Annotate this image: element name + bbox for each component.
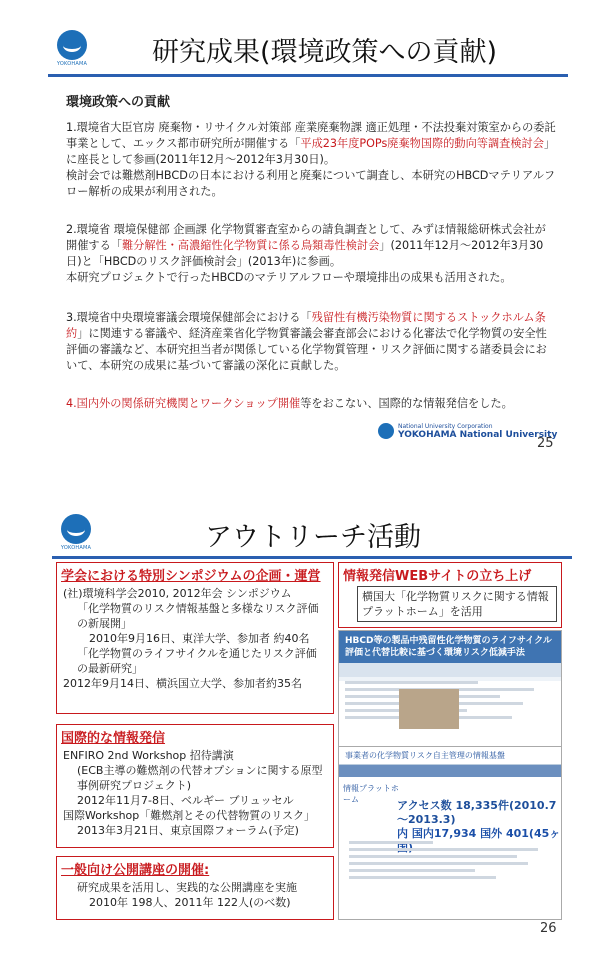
page-number: 26 bbox=[540, 921, 557, 936]
symposium-title-1: 「化学物質のリスク情報基盤と多様なリスク評価の新展開」 bbox=[77, 602, 319, 630]
symposium-date-2: 2012年9月14日、横浜国立大学、参加者約35名 bbox=[63, 677, 302, 690]
website-heading: 情報発信WEBサイトの立ち上げ bbox=[343, 569, 532, 584]
item-4-highlight: 4.国内外の関係研究機関とワークショップ開催 bbox=[66, 397, 301, 410]
sub-heading: 環境政策への貢献 bbox=[66, 95, 171, 110]
website-box bbox=[338, 562, 562, 628]
item-4 bbox=[66, 396, 556, 412]
public-lecture-box bbox=[56, 856, 334, 920]
item-4-text-b: 等をおこない、国際的な情報発信をした。 bbox=[300, 397, 513, 410]
platform-website-header: 事業者の化学物質リスク自主管理の情報基盤 bbox=[339, 747, 561, 765]
platform-website-nav bbox=[339, 765, 561, 777]
item-1-text-a: 1.環境省大臣官房 廃棄物・リサイクル対策部 産業廃棄物課 適正処理・不法投棄対策室からの委託事業として、エックス都市研究所が開催する「 bbox=[66, 121, 556, 150]
title-rule bbox=[52, 556, 572, 559]
item-1 bbox=[66, 120, 556, 200]
international-line-4: 国際Workshop「難燃剤とその代替物質のリスク」 bbox=[63, 809, 316, 822]
international-line-5: 2013年3月21日、東京国際フォーラム(予定) bbox=[77, 824, 299, 837]
website-description: 横国大「化学物質リスクに関する情報プラットホーム」を活用 bbox=[357, 586, 557, 622]
symposium-date-1: 2010年9月16日、東洋大学、参加者 約40名 bbox=[89, 632, 310, 645]
university-logo bbox=[50, 30, 94, 67]
access-overseas: 国外 401(45ヶ bbox=[480, 827, 561, 840]
slide-title: 研究成果(環境政策への貢献) bbox=[152, 37, 498, 68]
public-lecture-line-1: 研究成果を活用し、実践的な公開講座を実施 bbox=[77, 881, 297, 894]
title-rule bbox=[48, 74, 568, 77]
item-2-highlight: 難分解性・高濃縮性化学物質に係る鳥類毒性検討会 bbox=[121, 239, 380, 252]
item-2 bbox=[66, 222, 556, 286]
item-3 bbox=[66, 310, 556, 374]
international-box bbox=[56, 724, 334, 848]
slide-title: アウトリーチ活動 bbox=[205, 522, 421, 553]
international-line-3: 2012年11月7-8日、ベルギー ブリュッセル bbox=[77, 794, 294, 807]
slide-outreach bbox=[0, 480, 600, 960]
public-lecture-line-2: 2010年 198人、2011年 122人(のべ数) bbox=[89, 896, 291, 909]
project-website-banner: HBCD等の製品中残留性化学物質のライフサイクル評価と代替比較に基づく環境リスク低減手法 bbox=[339, 631, 561, 663]
logo-text: YOKOHAMA bbox=[56, 61, 88, 67]
platform-sidebar-title: 情報プラットホーム bbox=[343, 784, 399, 804]
item-2-text-a: 2.環境省 環境保健部 企画課 化学物質審査室からの請負調査として、みずほ情報総研株式会社が開催する「 bbox=[66, 223, 546, 252]
public-lecture-heading: 一般向け公開講座の開催: bbox=[61, 863, 210, 878]
symposium-heading: 学会における特別シンポジウムの企画・運営 bbox=[61, 569, 321, 584]
item-1-text-c: 」に座長として参画(2011年12月～2012年3月30日)。 bbox=[66, 137, 556, 166]
project-website-nav bbox=[339, 663, 561, 677]
university-logo bbox=[54, 514, 98, 551]
item-1-highlight: 平成23年度POPs廃棄物国際的動向等調査検討会 bbox=[300, 137, 544, 150]
item-3-text-a: 3.環境省中央環境審議会環境保健部会における「 bbox=[66, 311, 312, 324]
item-1-text-d: 検討会では難燃剤HBCDの日本における利用と廃棄について調査し、本研究のHBCDマテリアルフロー解析の成果が利用された。 bbox=[66, 169, 556, 198]
footer-big-text: YOKOHAMA National University bbox=[398, 430, 558, 440]
item-3-text-c: 」に関連する審議や、経済産業省化学物質審議会審査部会における化審法で化学物質の安全性評価の審議など、本研究担当者が関係している化学物質管理・リスク評価に関する諸委員会において、本研究の成果に基づいて審議の深化に貢献した。 bbox=[66, 327, 547, 372]
symposium-title-2: 「化学物質のライフサイクルを通じたリスク評価の最新研究」 bbox=[77, 647, 317, 675]
platform-website-screenshot bbox=[338, 746, 562, 920]
access-domestic: 内 国内17,934 bbox=[397, 827, 477, 840]
logo-icon bbox=[61, 514, 91, 544]
page-number: 25 bbox=[537, 436, 554, 451]
footer-university-logo bbox=[378, 422, 557, 440]
item-3-highlight: 残留性有機汚染物質に関するストックホルム条約 bbox=[66, 311, 546, 340]
product-photo bbox=[399, 689, 459, 729]
item-2-text-d: 本研究プロジェクトで行ったHBCDのマテリアルフローや環境排出の成果も活用された。 bbox=[66, 271, 512, 284]
item-2-text-c: 」(2011年12月～2012年3月30日)と「HBCDのリスク評価検討会」(2013年)に参画。 bbox=[66, 239, 544, 268]
symposium-box bbox=[56, 562, 334, 714]
footer-small-text: National University Corporation bbox=[398, 423, 493, 430]
international-line-1: ENFIRO 2nd Workshop 招待講演 bbox=[63, 749, 234, 762]
logo-icon bbox=[57, 30, 87, 60]
footer-logo-icon bbox=[378, 423, 394, 439]
international-line-2: (ECB主導の難燃剤の代替オプションに関する原型事例研究プロジェクト) bbox=[77, 764, 323, 792]
logo-text: YOKOHAMA bbox=[60, 545, 92, 551]
access-total: アクセス数 18,335件(2010.7～2013.3) bbox=[397, 799, 557, 826]
symposium-line-1: (社)環境科学会2010, 2012年会 シンポジウム bbox=[63, 587, 292, 600]
international-heading: 国際的な情報発信 bbox=[61, 731, 166, 746]
